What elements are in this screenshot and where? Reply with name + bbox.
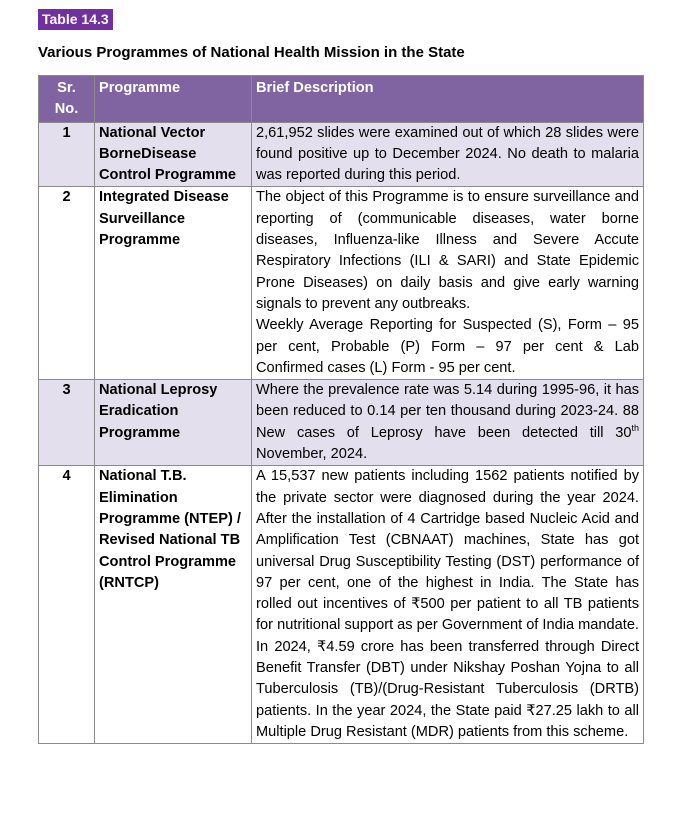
table-row — [39, 380, 644, 466]
header-sr-line2: No. — [54, 101, 79, 118]
row-sr: 2 — [39, 187, 95, 380]
header-sr-no — [39, 76, 95, 123]
row-description — [252, 380, 644, 466]
row-description-text: Where the prevalence rate was 5.14 during 1995-96, it has been reduced to 0.14 per ten thousand during 2023-24. 88 New cases of Leprosy have been detected till 30 — [256, 382, 639, 441]
table-row — [39, 466, 644, 744]
table-heading: Various Programmes of National Health Mission in the State — [38, 44, 465, 61]
table-row — [39, 122, 644, 187]
header-programme: Programme — [95, 76, 252, 123]
row-description: A 15,537 new patients including 1562 patients notified by the private sector were diagnosed during the year 2024. After the installation of 4 Cartridge based Nucleic Acid and Amplification Test (CBNAAT) machines, State has got universal Drug Susceptibility Testing (DST) performance of 97 per cent, one of the highest in India. The State has rolled out incentives of ₹500 per patient to all TB patients for nutritional support as per Government of India mandate. In 2024, ₹4.59 crore has been transferred through Direct Benefit Transfer (DBT) under Nikshay Poshan Yojna to all Tuberculosis (TB)/(Drug-Resistant Tuberculosis (DRTB) patients. In the year 2024, the State paid ₹27.25 lakh to all Multiple Drug Resistant (MDR) patients from this scheme. — [252, 466, 644, 744]
row-sr: 3 — [39, 380, 95, 466]
table-row — [39, 187, 644, 380]
row-programme: National T.B. Elimination Programme (NTEP) / Revised National TB Control Programme (RNTCP) — [95, 466, 252, 744]
table-label: Table 14.3 — [38, 9, 113, 30]
row-programme: National Vector BorneDisease Control Programme — [95, 122, 252, 187]
row-description-para-2: Weekly Average Reporting for Suspected (S), Form – 95 per cent, Probable (P) Form – 97 per cent & Lab Confirmed cases (L) Form - 95 per cent. — [256, 317, 639, 376]
programmes-table — [38, 75, 644, 744]
ordinal-suffix: th — [631, 422, 639, 433]
row-description — [252, 187, 644, 380]
row-programme: Integrated Disease Surveillance Programme — [95, 187, 252, 380]
row-description: 2,61,952 slides were examined out of which 28 slides were found positive up to December 2024. No death to malaria was reported during this period. — [252, 122, 644, 187]
row-programme: National Leprosy Eradication Programme — [95, 380, 252, 466]
row-description-text-end: November, 2024. — [256, 446, 368, 463]
row-sr: 1 — [39, 122, 95, 187]
header-sr-line1: Sr. — [57, 80, 76, 96]
header-row — [39, 76, 644, 123]
row-description-para-1: The object of this Programme is to ensure surveillance and reporting of (communicable diseases, water borne diseases, Influenza-like Illness and Severe Accute Respiratory Infections (ILI & SARI) and State Epidemic Prone Diseases) on daily basis and give early warning signals to prevent any outbreaks. — [256, 189, 639, 312]
row-sr: 4 — [39, 466, 95, 744]
header-description: Brief Description — [252, 76, 644, 123]
